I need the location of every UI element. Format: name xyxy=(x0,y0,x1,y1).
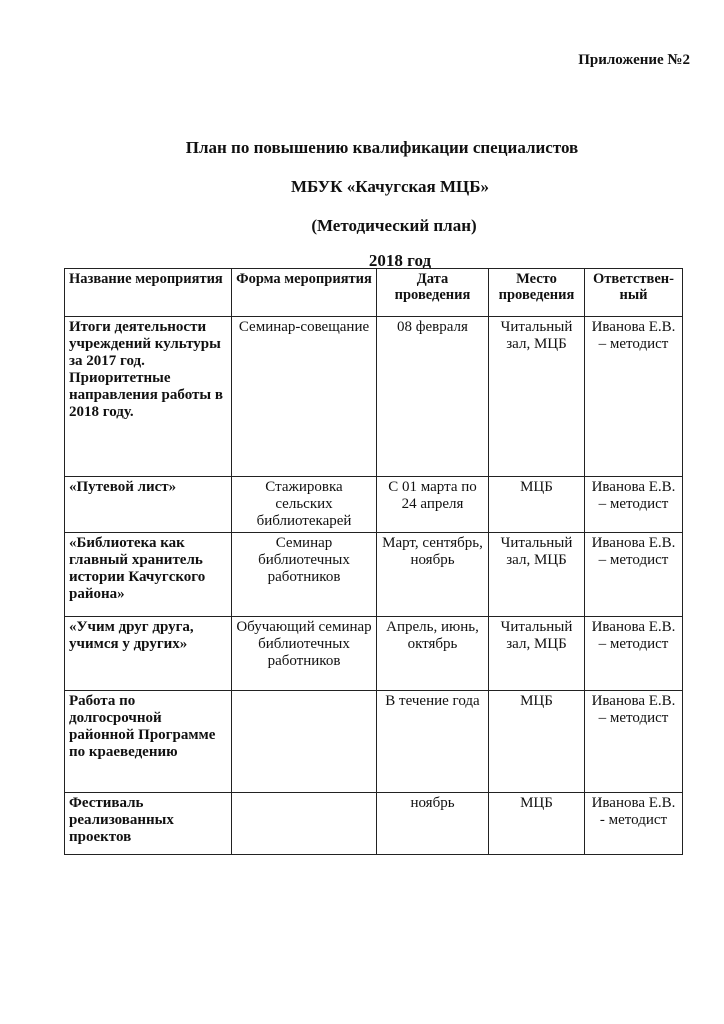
event-responsible: Иванова Е.В. – методист xyxy=(585,617,683,691)
appendix-label: Приложение №2 xyxy=(578,52,690,68)
event-place: МЦБ xyxy=(489,691,585,793)
event-responsible: Иванова Е.В. – методист xyxy=(585,533,683,617)
table-row xyxy=(65,317,683,477)
event-date: В течение года xyxy=(377,691,489,793)
event-date: 08 февраля xyxy=(377,317,489,477)
event-date: Март, сентябрь, ноябрь xyxy=(377,533,489,617)
header-responsible: Ответствен-ный xyxy=(585,269,683,317)
table-row xyxy=(65,617,683,691)
event-name: «Путевой лист» xyxy=(65,477,232,533)
event-responsible: Иванова Е.В. - методист xyxy=(585,793,683,855)
table-header-row xyxy=(65,269,683,317)
event-place: Читальный зал, МЦБ xyxy=(489,617,585,691)
event-form xyxy=(232,793,377,855)
event-form: Обучающий семинар библиотечных работников xyxy=(232,617,377,691)
header-form: Форма мероприятия xyxy=(232,269,377,317)
table-row xyxy=(65,533,683,617)
event-place: Читальный зал, МЦБ xyxy=(489,317,585,477)
document-title: План по повышению квалификации специалистов xyxy=(185,138,579,157)
event-responsible: Иванова Е.В. – методист xyxy=(585,477,683,533)
event-date: ноябрь xyxy=(377,793,489,855)
table-row xyxy=(65,793,683,855)
table-row xyxy=(65,691,683,793)
event-place: МЦБ xyxy=(489,477,585,533)
event-place: МЦБ xyxy=(489,793,585,855)
plan-subtitle: (Методический план) xyxy=(311,216,477,235)
plan-table xyxy=(64,268,683,855)
event-name: «Библиотека как главный хранитель истории Качугского района» xyxy=(65,533,232,617)
header-place: Место проведения xyxy=(489,269,585,317)
header-name: Название мероприятия xyxy=(65,269,232,317)
event-form: Стажировка сельских библиотекарей xyxy=(232,477,377,533)
event-responsible: Иванова Е.В. – методист xyxy=(585,317,683,477)
event-name: «Учим друг друга, учимся у других» xyxy=(65,617,232,691)
event-form: Семинар библиотечных работников xyxy=(232,533,377,617)
event-date: Апрель, июнь, октябрь xyxy=(377,617,489,691)
event-place: Читальный зал, МЦБ xyxy=(489,533,585,617)
event-name: Фестиваль реализованных проектов xyxy=(65,793,232,855)
organization-name: МБУК «Качугская МЦБ» xyxy=(290,177,489,196)
event-name: Работа по долгосрочной районной Программе по краеведению xyxy=(65,691,232,793)
event-responsible: Иванова Е.В. – методист xyxy=(585,691,683,793)
event-form: Семинар-совещание xyxy=(232,317,377,477)
table-row xyxy=(65,477,683,533)
event-form xyxy=(232,691,377,793)
header-date: Дата проведения xyxy=(377,269,489,317)
event-name: Итоги деятельности учреждений культуры за 2017 год. Приоритетные направления работы в 2018 году. xyxy=(65,317,232,477)
event-date: С 01 марта по 24 апреля xyxy=(377,477,489,533)
plan-year: 2018 год xyxy=(368,251,432,270)
